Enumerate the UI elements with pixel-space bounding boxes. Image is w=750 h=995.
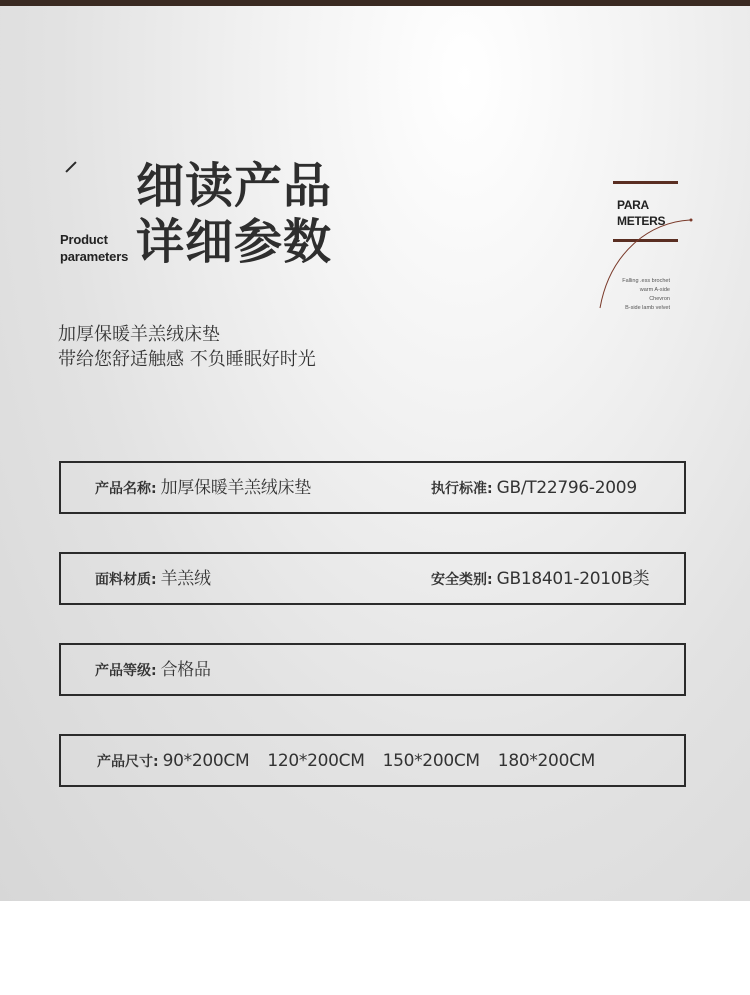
standard-cell — [431, 463, 637, 512]
badge-small-line-3: B-side lamb velvet — [625, 305, 670, 311]
grade-value: 合格品 — [160, 660, 211, 680]
safety-label: 安全类别: — [431, 572, 493, 588]
badge-small-line-2: warm A-side Chevron — [639, 287, 670, 302]
standard-value: GB/T22796-2009 — [496, 478, 637, 498]
product-name-cell — [95, 463, 311, 512]
title-line-1: 细读产品 — [136, 158, 333, 214]
safety-cell — [431, 554, 649, 603]
safety-value: GB18401-2010B类 — [496, 569, 650, 589]
material-cell — [95, 554, 211, 603]
size-label: 产品尺寸: — [97, 754, 159, 770]
grade-cell — [95, 645, 211, 694]
spec-row-grade — [59, 643, 686, 696]
bottom-blank — [0, 901, 750, 995]
product-description — [58, 322, 316, 372]
spec-row-material — [59, 552, 686, 605]
material-label: 面料材质: — [95, 572, 157, 588]
description-line-2: 带给您舒适触感 不负睡眠好时光 — [58, 349, 316, 370]
badge-small-text — [620, 277, 670, 313]
size-value: 180*200CM — [497, 751, 596, 771]
size-value: 120*200CM — [267, 751, 365, 771]
page-title — [136, 158, 332, 270]
subtitle-english — [60, 231, 128, 265]
title-line-2: 详细参数 — [136, 214, 333, 270]
subtitle-line-1: Product — [60, 232, 108, 247]
spec-row-size — [59, 734, 686, 787]
product-name-label: 产品名称: — [95, 481, 157, 497]
badge-top-line — [613, 181, 678, 184]
size-cell — [97, 736, 609, 785]
product-name-value: 加厚保暖羊羔绒床垫 — [160, 478, 311, 498]
badge-line-2: METERS — [617, 214, 666, 228]
badge-line-1: PARA — [617, 198, 649, 212]
description-line-1: 加厚保暖羊羔绒床垫 — [58, 324, 220, 345]
material-value: 羊羔绒 — [160, 569, 211, 589]
size-value: 90*200CM — [162, 751, 250, 771]
spec-row-name — [59, 461, 686, 514]
subtitle-line-2: parameters — [60, 249, 129, 264]
standard-label: 执行标准: — [431, 481, 493, 497]
grade-label: 产品等级: — [95, 663, 157, 679]
badge-small-line-1: Falling .ess brochet — [622, 278, 670, 284]
size-value: 150*200CM — [382, 751, 480, 771]
